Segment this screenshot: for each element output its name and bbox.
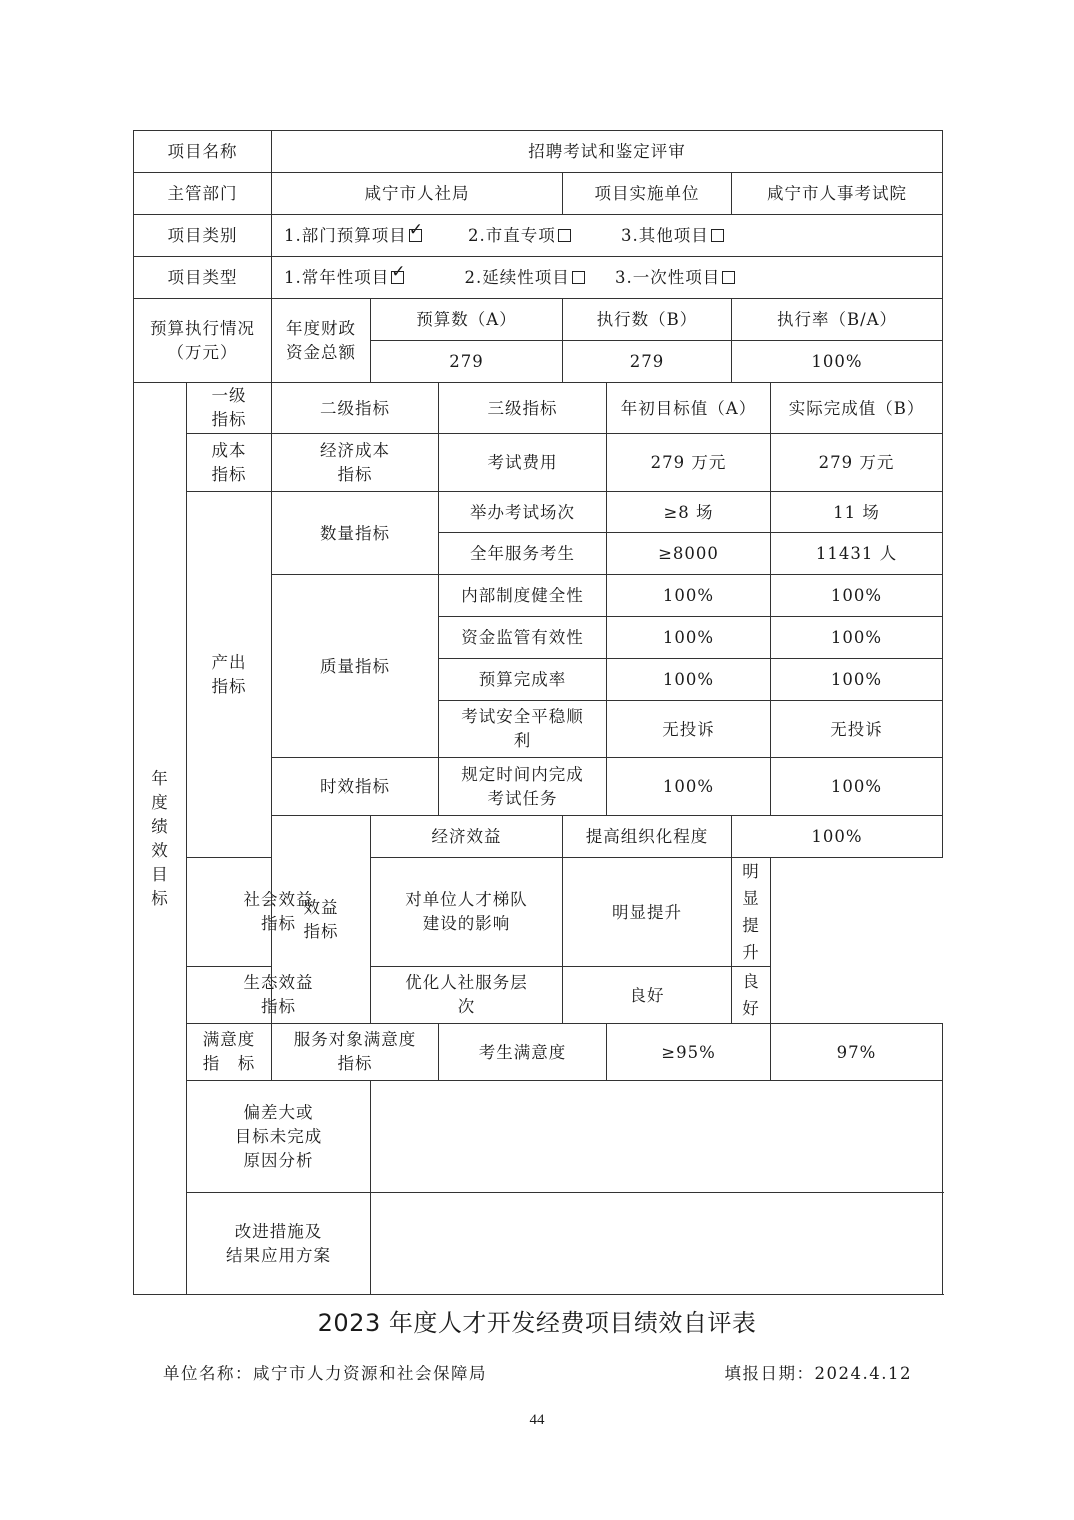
improvement-value	[371, 1193, 943, 1295]
eco-l2	[187, 967, 371, 1024]
sat-l1	[187, 1024, 272, 1081]
row-cost	[134, 434, 943, 492]
econ-target: 100%	[732, 816, 943, 858]
type-option-label: 1.常年性项目	[284, 268, 390, 287]
form-title: 2023 年度人才开发经费项目绩效自评表	[317, 1309, 757, 1337]
qty-l3: 全年服务考生	[439, 533, 607, 575]
budget-a-value: 279	[371, 341, 563, 383]
eco-target: 良好	[563, 967, 732, 1024]
project-name-value: 招聘考试和鉴定评审	[272, 131, 943, 173]
benefit-l1-line: 指标	[303, 921, 339, 941]
rate-label: 执行率（B/A）	[732, 299, 943, 341]
type-option	[465, 264, 585, 291]
eco-l2-line: 指标	[261, 997, 296, 1016]
quality-l3	[439, 701, 607, 758]
social-l3-line: 对单位人才梯队	[405, 890, 528, 909]
quality-l3: 内部制度健全性	[439, 575, 607, 617]
cost-l1-line: 成本	[211, 440, 247, 460]
category-option-label: 1.部门预算项目	[284, 226, 407, 245]
table-row	[134, 1024, 943, 1081]
row-improvement	[134, 1193, 943, 1295]
output-l1-line: 指标	[211, 676, 247, 696]
category-label: 项目类别	[134, 215, 272, 257]
social-l2-line: 指标	[261, 914, 296, 933]
category-options	[272, 215, 943, 257]
deviation-value	[371, 1081, 943, 1193]
annual-goal-char: 年	[151, 768, 169, 788]
unchecked-box-icon	[572, 271, 585, 284]
impl-unit-value: 咸宁市人事考试院	[732, 173, 943, 215]
cost-l1	[187, 434, 272, 492]
social-actual: 明显提升	[732, 858, 771, 967]
impl-unit-label: 项目实施单位	[563, 173, 732, 215]
improvement-label	[187, 1193, 371, 1295]
type-option	[284, 264, 404, 291]
eco-l3-line: 次	[457, 997, 476, 1016]
quality-target: 100%	[607, 617, 771, 659]
budget-exec-label	[134, 299, 272, 383]
benefit-l1-line: 效益	[303, 897, 339, 917]
header-level2: 二级指标	[272, 383, 439, 434]
quality-l3: 资金监管有效性	[439, 617, 607, 659]
improvement-label-line: 改进措施及	[234, 1221, 323, 1241]
performance-table	[133, 130, 943, 1295]
row-deviation	[134, 1081, 943, 1193]
time-label: 时效指标	[272, 758, 439, 816]
deviation-label-line: 目标未完成	[234, 1126, 323, 1146]
header-level1	[187, 383, 272, 434]
qty-target: ≥8 场	[607, 492, 771, 533]
budget-a-label: 预算数（A）	[371, 299, 563, 341]
annual-funds-label-line: 年度财政	[286, 318, 356, 338]
quality-label: 质量指标	[272, 575, 439, 758]
type-option-label: 2.延续性项目	[464, 268, 570, 287]
eco-l3-line: 优化人社服务层	[405, 973, 528, 992]
eco-l3	[371, 967, 563, 1024]
category-option	[621, 222, 724, 249]
quality-actual: 100%	[771, 617, 943, 659]
annual-goal-char: 效	[151, 840, 169, 860]
budget-exec-label-line: （万元）	[167, 342, 238, 362]
category-option	[284, 222, 422, 249]
page-number: 44	[529, 1412, 545, 1428]
annual-goal-char: 绩	[151, 816, 169, 836]
type-label: 项目类型	[134, 257, 272, 299]
unchecked-box-icon	[722, 271, 735, 284]
qty-label: 数量指标	[272, 492, 439, 575]
category-option-label: 2.市直专项	[468, 226, 556, 245]
exec-b-label: 执行数（B）	[563, 299, 732, 341]
qty-target: ≥8000	[607, 533, 771, 575]
quality-l3-line: 考试安全平稳顺	[461, 707, 584, 726]
row-goal-headers	[134, 383, 943, 434]
annual-funds-label-line: 资金总额	[286, 342, 356, 362]
annual-goal-label	[134, 383, 187, 1295]
deviation-label-line: 偏差大或	[243, 1102, 314, 1122]
sat-l1-line: 满意度	[202, 1030, 256, 1049]
table-row	[134, 967, 943, 1024]
quality-target: 100%	[607, 575, 771, 617]
quality-actual: 100%	[771, 575, 943, 617]
quality-actual: 无投诉	[771, 701, 943, 758]
deviation-label-line: 原因分析	[243, 1150, 314, 1170]
rate-value: 100%	[732, 341, 943, 383]
cost-l2-line: 指标	[337, 464, 373, 484]
qty-actual: 11 场	[771, 492, 943, 533]
sat-l1-line: 指 标	[202, 1054, 256, 1073]
deviation-label	[187, 1081, 371, 1193]
type-options	[272, 257, 943, 299]
sat-l2	[272, 1024, 439, 1081]
time-l3	[439, 758, 607, 816]
table-row	[134, 858, 943, 967]
quality-l3-line: 利	[513, 731, 532, 750]
sat-l2-line: 服务对象满意度	[293, 1030, 417, 1049]
header-level1-line: 指标	[211, 410, 247, 429]
time-target: 100%	[607, 758, 771, 816]
checked-box-icon	[391, 271, 404, 284]
checked-box-icon	[409, 229, 422, 242]
cost-target: 279 万元	[607, 434, 771, 492]
time-actual: 100%	[771, 758, 943, 816]
quality-target: 100%	[607, 659, 771, 701]
type-option-label: 3.一次性项目	[615, 268, 721, 287]
dept-label: 主管部门	[134, 173, 272, 215]
econ-l2: 经济效益	[371, 816, 563, 858]
header-target: 年初目标值（A）	[607, 383, 771, 434]
category-option-label: 3.其他项目	[621, 226, 709, 245]
sat-actual: 97%	[771, 1024, 943, 1081]
eco-l2-line: 生态效益	[243, 973, 314, 992]
fill-date: 填报日期：2024.4.12	[724, 1364, 912, 1383]
qty-l3: 举办考试场次	[439, 492, 607, 533]
quality-actual: 100%	[771, 659, 943, 701]
unit-name: 单位名称：咸宁市人力资源和社会保障局	[163, 1364, 487, 1383]
header-actual: 实际完成值（B）	[771, 383, 943, 434]
row-type	[134, 257, 943, 299]
sat-target: ≥95%	[607, 1024, 771, 1081]
sat-l3: 考生满意度	[439, 1024, 607, 1081]
row-dept	[134, 173, 943, 215]
table-row	[134, 492, 943, 533]
project-name-label: 项目名称	[134, 131, 272, 173]
row-budget-headers	[134, 299, 943, 341]
annual-funds-label	[272, 299, 371, 383]
cost-l1-line: 指标	[211, 464, 247, 484]
eco-actual: 良好	[732, 967, 771, 1024]
cost-l2	[272, 434, 439, 492]
sat-l2-line: 指标	[337, 1054, 373, 1073]
cost-l3: 考试费用	[439, 434, 607, 492]
annual-goal-char: 目	[151, 864, 169, 884]
row-project-name	[134, 131, 943, 173]
quality-l3: 预算完成率	[439, 659, 607, 701]
annual-goal-char: 度	[151, 792, 169, 812]
social-l3	[371, 858, 563, 967]
row-category	[134, 215, 943, 257]
output-l1	[187, 492, 272, 858]
category-option	[468, 222, 571, 249]
econ-l3: 提高组织化程度	[563, 816, 732, 858]
exec-b-value: 279	[563, 341, 732, 383]
social-target: 明显提升	[563, 858, 732, 967]
time-l3-line: 考试任务	[487, 788, 558, 808]
unchecked-box-icon	[711, 229, 724, 242]
annual-goal-char: 标	[151, 888, 169, 908]
improvement-label-line: 结果应用方案	[226, 1245, 331, 1265]
social-l2	[187, 858, 371, 967]
budget-exec-label-line: 预算执行情况	[150, 318, 255, 338]
cost-actual: 279 万元	[771, 434, 943, 492]
time-l3-line: 规定时间内完成	[461, 764, 584, 784]
unchecked-box-icon	[558, 229, 571, 242]
qty-actual: 11431 人	[771, 533, 943, 575]
header-level1-line: 一级	[211, 386, 247, 405]
social-l2-line: 社会效益	[243, 890, 314, 909]
output-l1-line: 产出	[211, 652, 247, 672]
social-l3-line: 建设的影响	[422, 914, 511, 933]
dept-value: 咸宁市人社局	[272, 173, 563, 215]
header-level3: 三级指标	[439, 383, 607, 434]
quality-target: 无投诉	[607, 701, 771, 758]
type-option	[615, 264, 735, 291]
cost-l2-line: 经济成本	[320, 440, 390, 460]
